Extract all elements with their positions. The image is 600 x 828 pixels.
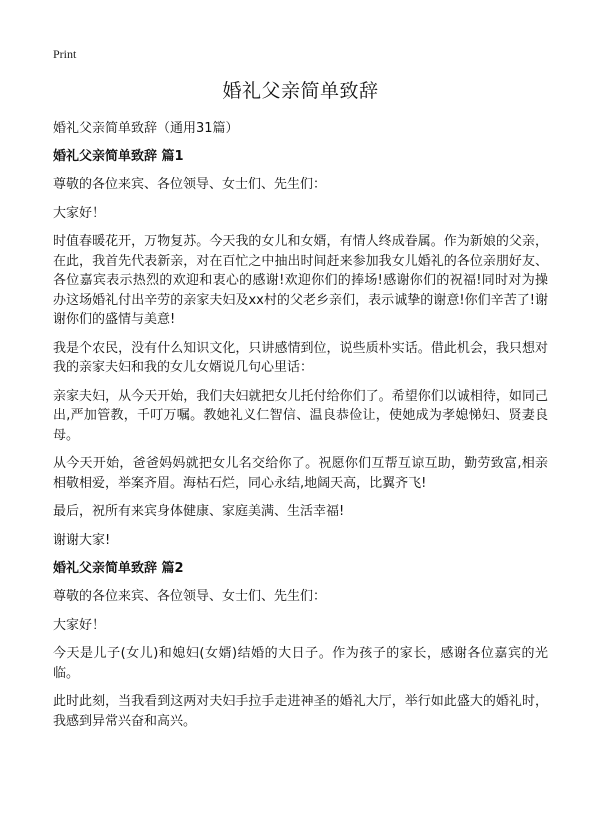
section-2	[53, 559, 548, 731]
paragraph: 从今天开始，爸爸妈妈就把女儿名交给你了。祝愿你们互帮互谅互助，勤劳致富,相亲相敬相爱，举案齐眉。海枯石烂，同心永结,地阔天高，比翼齐飞!	[53, 456, 548, 491]
paragraph: 最后，祝所有来宾身体健康、家庭美满、生活幸福!	[53, 504, 345, 519]
section-heading: 婚礼父亲简单致辞 篇1	[53, 149, 184, 164]
paragraph: 此时此刻，当我看到这两对夫妇手拉手走进神圣的婚礼大厅，举行如此盛大的婚礼时，我感到异常兴奋和高兴。	[53, 694, 548, 729]
paragraph: 亲家夫妇，从今天开始，我们夫妇就把女儿托付给你们了。希望你们以诚相待，如同己出,严加管教，千叮万嘱。教她礼义仁智信、温良恭俭让，使她成为孝媳悌妇、贤妻良母。	[53, 388, 548, 443]
paragraph: 尊敬的各位来宾、各位领导、女士们、先生们：	[53, 177, 327, 192]
paragraph: 时值春暖花开，万物复苏。今天我的女儿和女婿，有情人终成眷属。作为新娘的父亲，在此，我首先代表新亲，对在百忙之中抽出时间赶来参加我女儿婚礼的各位亲朋好友、各位嘉宾表示热烈的欢迎和衷心的感谢!欢迎你们的捧场!感谢你们的祝福!同时对为操办这场婚礼付出辛劳的亲家夫妇及xx村的父老乡亲们，表示诚挚的谢意!你们辛苦了!谢谢你们的盛情与美意!	[53, 234, 548, 327]
document-subtitle: 婚礼父亲简单致辞（通用31篇）	[53, 121, 239, 136]
paragraph: 尊敬的各位来宾、各位领导、女士们、先生们：	[53, 589, 327, 604]
paragraph: 今天是儿子(女儿)和媳妇(女婿)结婚的大日子。作为孩子的家长，感谢各位嘉宾的光临。	[53, 646, 548, 681]
paragraph: 大家好！	[53, 205, 106, 221]
paragraph: 我是个农民，没有什么知识文化，只讲感情到位，说些质朴实话。借此机会，我只想对我的亲家夫妇和我的女儿女婿说几句心里话：	[53, 340, 548, 375]
section-heading: 婚礼父亲简单致辞 篇2	[53, 561, 184, 576]
paragraph: 谢谢大家!	[53, 532, 111, 548]
paragraph: 大家好！	[53, 617, 106, 633]
section-1	[53, 147, 548, 550]
print-label: Print	[53, 47, 77, 61]
page-title: 婚礼父亲简单致辞	[222, 80, 379, 102]
